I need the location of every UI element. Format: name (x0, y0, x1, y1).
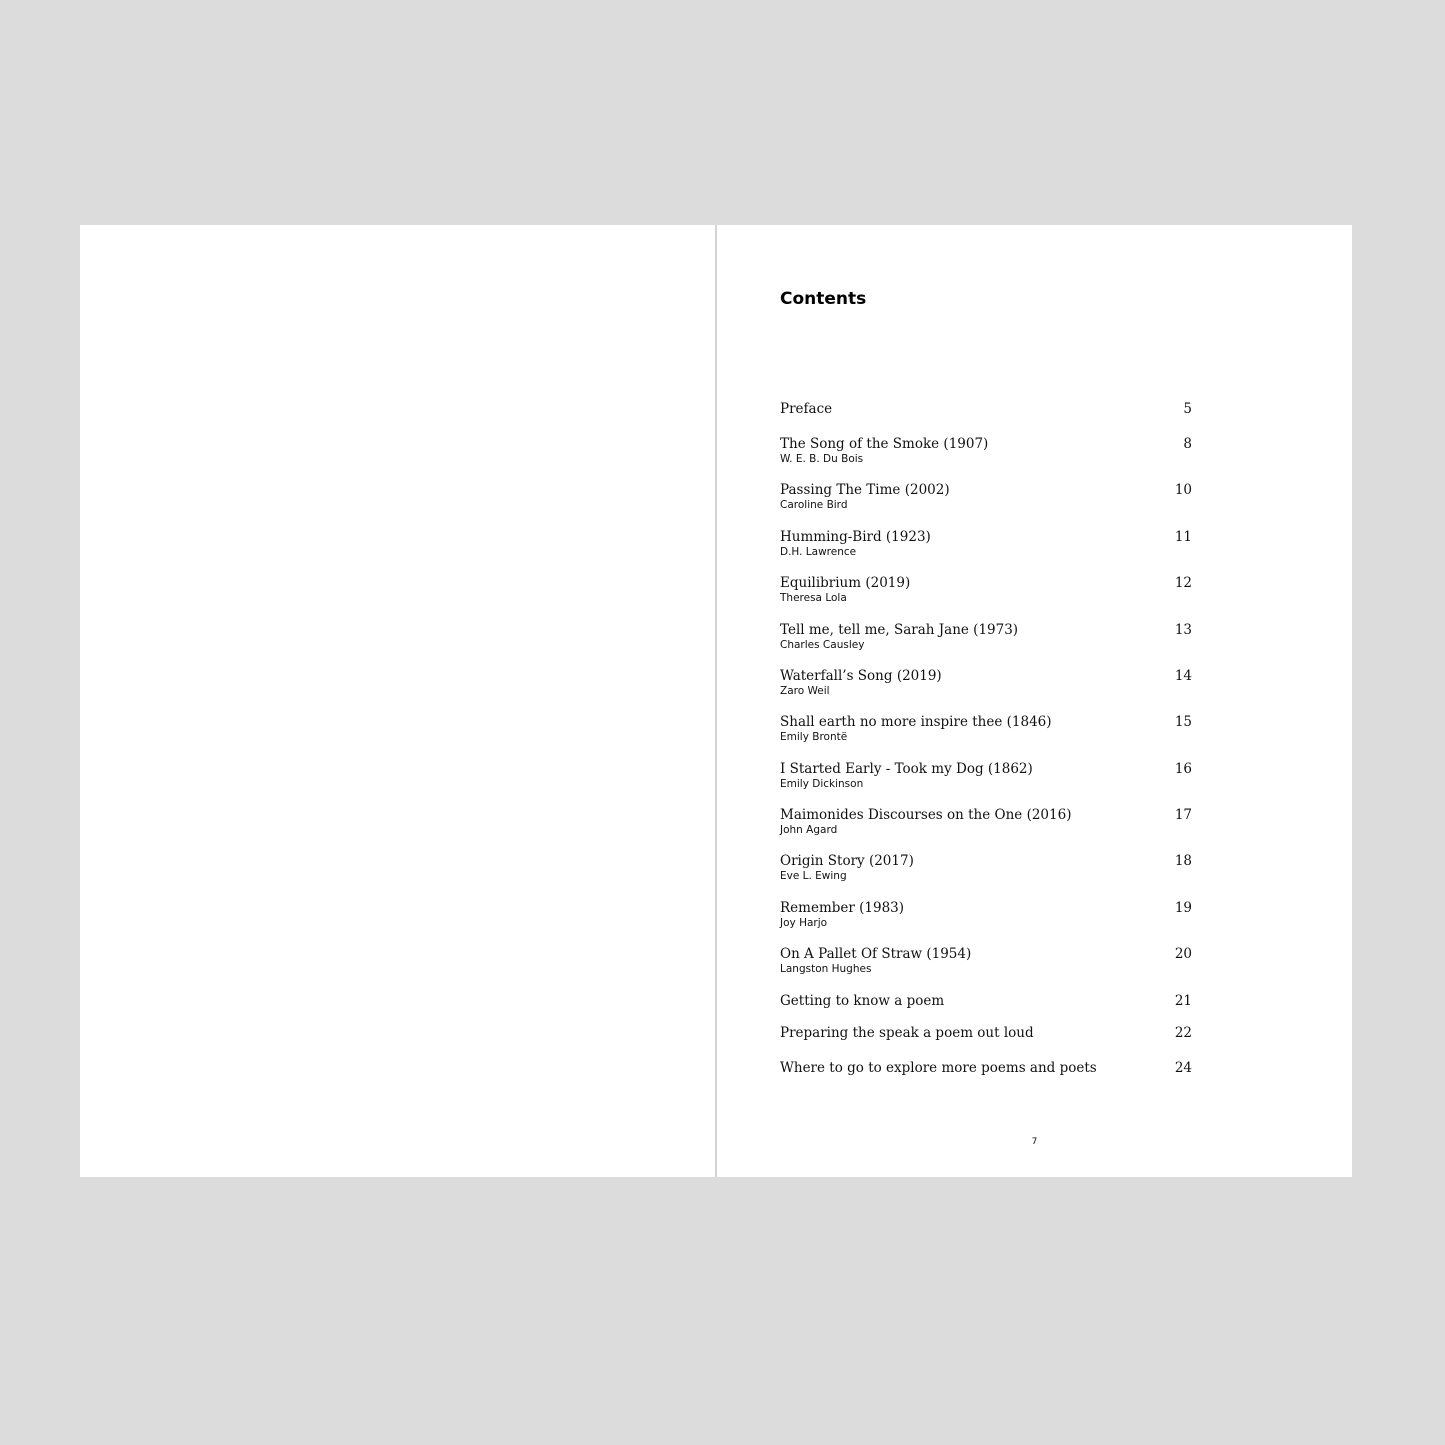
toc-entry-author: D.H. Lawrence (780, 546, 857, 558)
toc-entry-title: Waterfall’s Song (2019) (780, 668, 942, 684)
toc-entry-author: Theresa Lola (780, 592, 847, 604)
toc-entry-title: I Started Early - Took my Dog (1862) (780, 761, 1033, 777)
toc-entry-page-number: 19 (1174, 900, 1192, 916)
toc-entry[interactable] (780, 807, 1192, 837)
toc-entry-page-number: 8 (1183, 436, 1192, 452)
toc-entry[interactable] (780, 946, 1192, 976)
toc-entry-title: Origin Story (2017) (780, 853, 914, 869)
toc-entry-title: On A Pallet Of Straw (1954) (780, 946, 972, 962)
toc-entry-title: The Song of the Smoke (1907) (780, 436, 989, 452)
toc-entry-title: Preface (780, 401, 833, 417)
toc-entry-author: Emily Brontë (780, 731, 848, 743)
toc-entry-title: Maimonides Discourses on the One (2016) (780, 807, 1072, 823)
toc-entry-page-number: 5 (1183, 401, 1192, 417)
toc-entry[interactable] (780, 529, 1192, 559)
toc-entry[interactable] (780, 622, 1192, 652)
toc-entry-page-number: 14 (1174, 668, 1192, 684)
toc-entry-author: Emily Dickinson (780, 778, 864, 790)
toc-entry-page-number: 12 (1174, 575, 1192, 591)
toc-entry-page-number: 10 (1174, 482, 1192, 498)
toc-entry[interactable] (780, 900, 1192, 930)
toc-entry[interactable] (780, 1025, 1192, 1042)
page-title: Contents (780, 289, 867, 309)
toc-entry[interactable] (780, 668, 1192, 698)
toc-entry[interactable] (780, 436, 1192, 466)
toc-entry-title: Passing The Time (2002) (780, 482, 950, 498)
toc-entry-page-number: 24 (1174, 1060, 1192, 1076)
page-number: 7 (1031, 1137, 1038, 1147)
toc-entry-page-number: 17 (1174, 807, 1192, 823)
toc-entry[interactable] (780, 853, 1192, 883)
toc-entry-page-number: 20 (1174, 946, 1192, 962)
toc-entry[interactable] (780, 1060, 1192, 1077)
toc-entry-title: Humming-Bird (1923) (780, 529, 931, 545)
toc-entry-page-number: 16 (1174, 761, 1192, 777)
toc-entry-author: Zaro Weil (780, 685, 830, 697)
toc-entry-author: John Agard (780, 824, 838, 836)
left-blank-page (80, 225, 715, 1177)
toc-entry-page-number: 11 (1174, 529, 1192, 545)
toc-entry[interactable] (780, 401, 1192, 418)
toc-entry-page-number: 21 (1174, 993, 1192, 1009)
toc-entry-author: Eve L. Ewing (780, 870, 847, 882)
toc-entry-author: Joy Harjo (780, 917, 828, 929)
toc-entry-title: Shall earth no more inspire thee (1846) (780, 714, 1052, 730)
toc-entry-title: Tell me, tell me, Sarah Jane (1973) (780, 622, 1019, 638)
toc-entry[interactable] (780, 761, 1192, 791)
toc-entry[interactable] (780, 482, 1192, 512)
toc-entry-author: Caroline Bird (780, 499, 848, 511)
toc-entry-title: Equilibrium (2019) (780, 575, 911, 591)
toc-entry-page-number: 18 (1174, 853, 1192, 869)
contents-page (717, 225, 1352, 1177)
toc-entry-page-number: 15 (1174, 714, 1192, 730)
toc-entry-author: Langston Hughes (780, 963, 872, 975)
toc-entry-title: Preparing the speak a poem out loud (780, 1025, 1034, 1041)
toc-entry-title: Remember (1983) (780, 900, 905, 916)
toc-entry[interactable] (780, 575, 1192, 605)
toc-entry-author: Charles Causley (780, 639, 865, 651)
toc-entry-title: Getting to know a poem (780, 993, 945, 1009)
toc-entry-page-number: 13 (1174, 622, 1192, 638)
toc-entry-author: W. E. B. Du Bois (780, 453, 864, 465)
toc-entry[interactable] (780, 714, 1192, 744)
toc-entry-page-number: 22 (1174, 1025, 1192, 1041)
toc-entry[interactable] (780, 993, 1192, 1010)
toc-entry-title: Where to go to explore more poems and poets (780, 1060, 1097, 1076)
